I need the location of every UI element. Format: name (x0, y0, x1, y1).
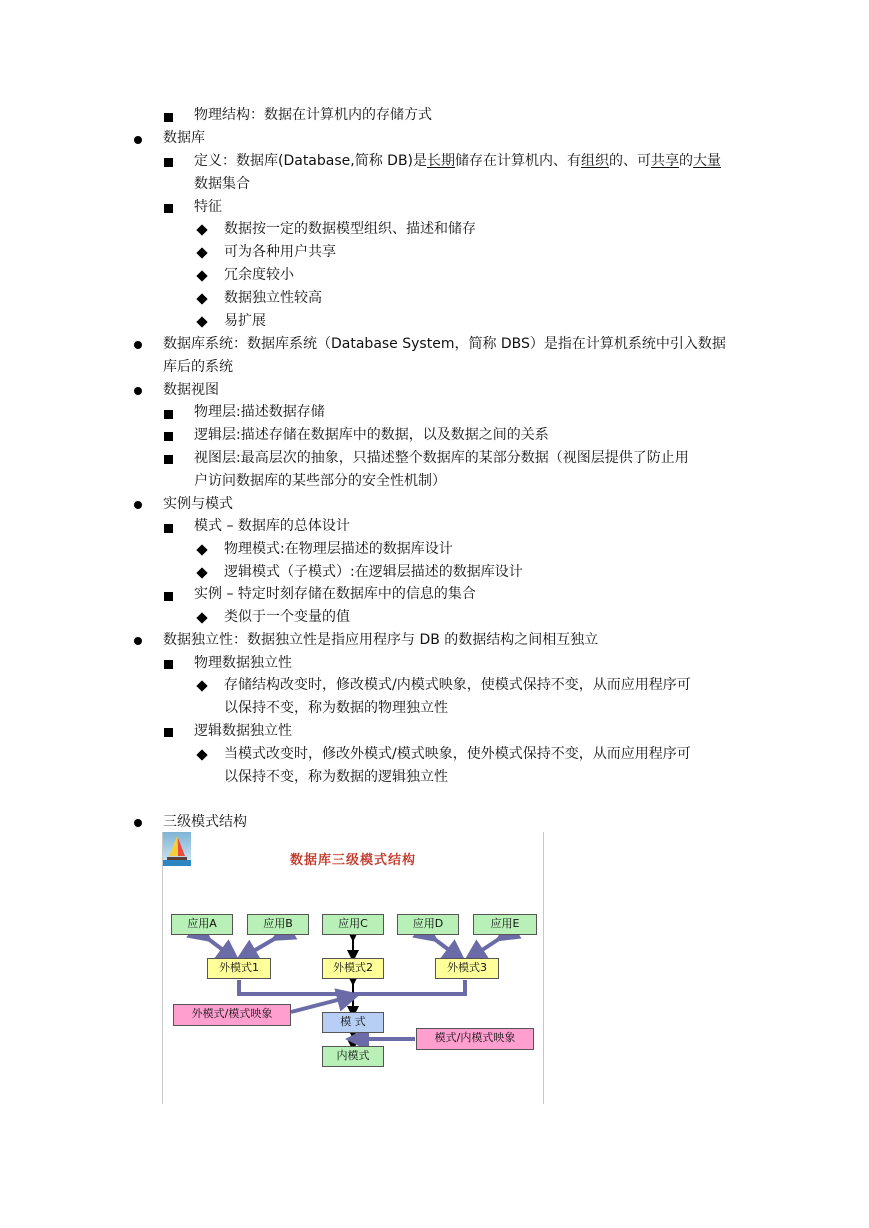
text-run: 储存在计算机内、有 (455, 153, 582, 169)
round-bullet-icon (134, 637, 142, 645)
diamond-bullet-icon (196, 680, 207, 691)
text-line: 逻辑数据独立性 (194, 723, 292, 739)
text-line: 当模式改变时，修改外模式/模式映象，使外模式保持不变，从而应用程序可 (224, 746, 691, 762)
underlined-term: 组织 (581, 153, 610, 169)
underlined-term: 大量 (693, 153, 722, 169)
text-line: 物理层:描述数据存储 (194, 404, 325, 420)
app-c-box: 应用C (322, 914, 384, 935)
text-line: 以保持不变，称为数据的逻辑独立性 (224, 769, 448, 785)
diamond-bullet-icon (196, 316, 207, 327)
text-line: 物理结构：数据在计算机内的存储方式 (194, 107, 432, 123)
three-level-schema-diagram (162, 832, 544, 1104)
app-e-box: 应用E (473, 914, 537, 935)
diagram-title: 数据库三级模式结构 (289, 853, 416, 868)
text-line: 易扩展 (224, 313, 266, 329)
text-line: 类似于一个变量的值 (224, 609, 350, 625)
text-line: 实例与模式 (163, 496, 233, 512)
definition-line (194, 150, 721, 172)
text-line: 数据库 (163, 130, 205, 146)
text-line: 模式 – 数据库的总体设计 (194, 518, 350, 534)
square-bullet-icon (164, 592, 173, 601)
schema-box: 模 式 (322, 1012, 384, 1033)
text-line: 数据按一定的数据模型组织、描述和储存 (224, 221, 476, 237)
square-bullet-icon (164, 158, 173, 167)
text-line: 特征 (194, 199, 222, 215)
text-run: 的、可 (609, 153, 652, 169)
text-line: 存储结构改变时，修改模式/内模式映象，使模式保持不变，从而应用程序可 (224, 677, 691, 693)
app-a-box: 应用A (171, 914, 233, 935)
text-line: 数据独立性较高 (224, 290, 322, 306)
internal-mapping-box: 模式/内模式映象 (416, 1028, 534, 1050)
diamond-bullet-icon (196, 247, 207, 258)
text-line: 三级模式结构 (163, 814, 247, 830)
diamond-bullet-icon (196, 293, 207, 304)
text-run: 定义：数据库(Database,简称 DB)是 (194, 153, 428, 169)
text-line: 物理模式:在物理层描述的数据库设计 (224, 541, 453, 557)
diamond-bullet-icon (196, 270, 207, 281)
text-line: 数据库系统：数据库系统（Database System，简称 DBS）是指在计算机系统中引入数据 (163, 336, 726, 352)
round-bullet-icon (134, 501, 142, 509)
round-bullet-icon (134, 341, 142, 349)
square-bullet-icon (164, 410, 173, 419)
text-line: 可为各种用户共享 (224, 244, 336, 260)
text-run: 的 (679, 153, 694, 169)
text-line: 物理数据独立性 (194, 655, 292, 671)
text-line: 数据集合 (194, 176, 250, 192)
round-bullet-icon (134, 136, 142, 144)
text-line: 逻辑模式（子模式）:在逻辑层描述的数据库设计 (224, 564, 523, 580)
diamond-bullet-icon (196, 544, 207, 555)
diamond-bullet-icon (196, 567, 207, 578)
text-line: 数据视图 (163, 382, 219, 398)
external-schema-3-box: 外模式3 (435, 958, 499, 979)
text-line: 冗余度较小 (224, 267, 294, 283)
text-line: 以保持不变，称为数据的物理独立性 (224, 700, 448, 716)
diamond-bullet-icon (196, 224, 207, 235)
square-bullet-icon (164, 113, 173, 122)
text-line: 实例 – 特定时刻存储在数据库中的信息的集合 (194, 586, 476, 602)
square-bullet-icon (164, 455, 173, 464)
app-d-box: 应用D (397, 914, 459, 935)
diamond-bullet-icon (196, 749, 207, 760)
text-line: 视图层:最高层次的抽象，只描述整个数据库的某部分数据（视图层提供了防止用 (194, 450, 689, 466)
external-mapping-box: 外模式/模式映象 (173, 1004, 291, 1026)
app-b-box: 应用B (247, 914, 309, 935)
underlined-term: 长期 (427, 153, 456, 169)
internal-schema-box: 内模式 (322, 1046, 384, 1067)
external-schema-2-box: 外模式2 (322, 958, 384, 979)
text-line: 库后的系统 (163, 359, 233, 375)
square-bullet-icon (164, 204, 173, 213)
text-line: 数据独立性：数据独立性是指应用程序与 DB 的数据结构之间相互独立 (163, 632, 599, 648)
square-bullet-icon (164, 660, 173, 669)
text-line: 户访问数据库的某些部分的安全性机制） (194, 473, 446, 489)
square-bullet-icon (164, 524, 173, 533)
diamond-bullet-icon (196, 612, 207, 623)
round-bullet-icon (134, 387, 142, 395)
external-schema-1-box: 外模式1 (207, 958, 271, 979)
text-line: 逻辑层:描述存储在数据库中的数据，以及数据之间的关系 (194, 427, 549, 443)
round-bullet-icon (134, 819, 142, 827)
square-bullet-icon (164, 728, 173, 737)
square-bullet-icon (164, 432, 173, 441)
underlined-term: 共享 (651, 153, 680, 169)
